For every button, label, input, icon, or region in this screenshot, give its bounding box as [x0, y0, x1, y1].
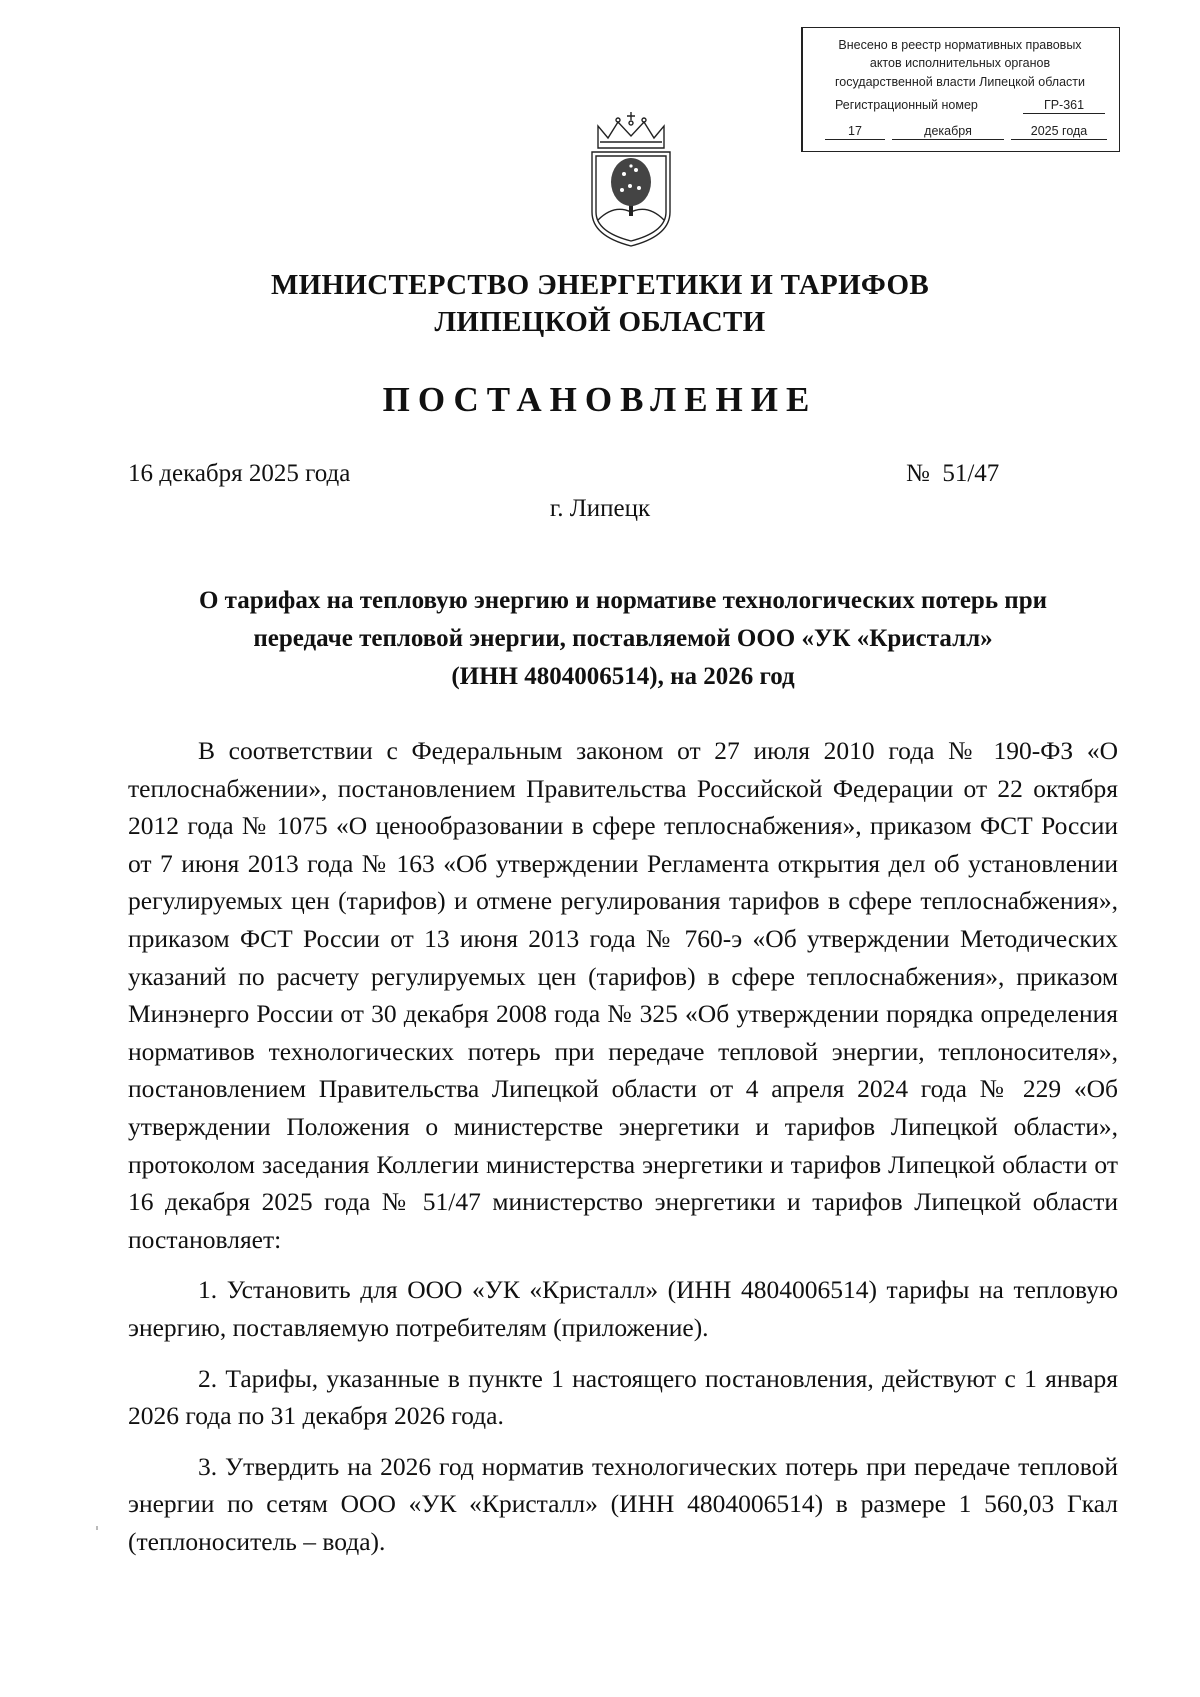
ministry-name-line-1: МИНИСТЕРСТВО ЭНЕРГЕТИКИ И ТАРИФОВ: [271, 269, 929, 301]
stamp-month: декабря: [892, 124, 1004, 140]
title-line-2: передаче тепловой энергии, поставляемой ООО «УК «Кристалл»: [253, 625, 993, 652]
document-body: [128, 732, 1118, 1560]
stamp-date-row: [825, 124, 1107, 140]
stamp-reg-label: Регистрационный номер: [835, 98, 978, 112]
stamp-line-1: Внесено в реестр нормативных правовых: [838, 38, 1082, 52]
document-number: № 51/47: [906, 460, 1000, 487]
stamp-year: 2025 года: [1011, 124, 1107, 140]
title-line-1: О тарифах на тепловую энергию и нормативе технологических потерь при: [198, 587, 1048, 614]
stamp-reg-number: ГР-361: [1023, 98, 1105, 114]
scan-speck: [96, 1526, 98, 1530]
item-1-paragraph: 1. Установить для ООО «УК «Кристалл» (ИНН 4804006514) тарифы на тепловую энергию, поставляемую потребителям (приложение).: [128, 1275, 1118, 1342]
item-2-paragraph: 2. Тарифы, указанные в пункте 1 настоящего постановления, действуют с 1 января 2026 года по 31 декабря 2026 года.: [128, 1363, 1118, 1431]
title-line-3: (ИНН 4804006514), на 2026 год: [451, 663, 795, 690]
item-3-paragraph: 3. Утвердить на 2026 год норматив технологических потерь при передаче тепловой энергии по сетям ООО «УК «Кристалл» (ИНН 4804006514) в размере 1 560,03 Гкал (теплоноситель – вода).: [128, 1451, 1118, 1556]
lipetsk-coat-of-arms-icon: [584, 108, 678, 248]
registry-stamp: [801, 27, 1120, 152]
document-type-heading: ПОСТАНОВЛЕНИЕ: [382, 380, 818, 419]
ministry-name-line-2: ЛИПЕЦКОЙ ОБЛАСТИ: [434, 306, 766, 338]
preamble-paragraph: В соответствии с Федеральным законом от 27 июля 2010 года № 190-ФЗ «О теплоснабжении», постановлением Правительства Российской Федерации от 22 октября 2012 года № 1075 «О ценообразовании в сфере теплоснабжения», приказом ФСТ России от 7 июня 2013 года № 163 «Об утверждении Регламента открытия дел об установлении регулируемых цен (тарифов) и отмене регулирования тарифов в сфере теплоснабжения», приказом ФСТ России от 13 июня 2013 года № 760-э «Об утверждении Методических указаний по расчету регулируемых цен (тарифов) в сфере теплоснабжения», приказом Минэнерго России от 30 декабря 2008 года № 325 «Об утверждении порядка определения нормативов технологических потерь при передаче тепловой энергии, теплоносителя», постановлением Правительства Липецкой области от 4 апреля 2024 года № 229 «Об утверждении Положения о министерстве энергетики и тарифов Липецкой области», протоколом заседания Коллегии министерства энергетики и тарифов Липецкой области от 16 декабря 2025 года № 51/47 министерство энергетики и тарифов Липецкой области постановляет:: [128, 736, 1118, 1254]
stamp-line-2: актов исполнительных органов: [869, 56, 1051, 70]
stamp-line-3: государственной власти Липецкой области: [834, 75, 1086, 89]
document-date: 16 декабря 2025 года: [128, 460, 351, 487]
stamp-registration-row: [835, 98, 1105, 114]
document-title: [128, 582, 1118, 696]
stamp-day: 17: [825, 124, 885, 140]
document-city: г. Липецк: [549, 495, 651, 522]
